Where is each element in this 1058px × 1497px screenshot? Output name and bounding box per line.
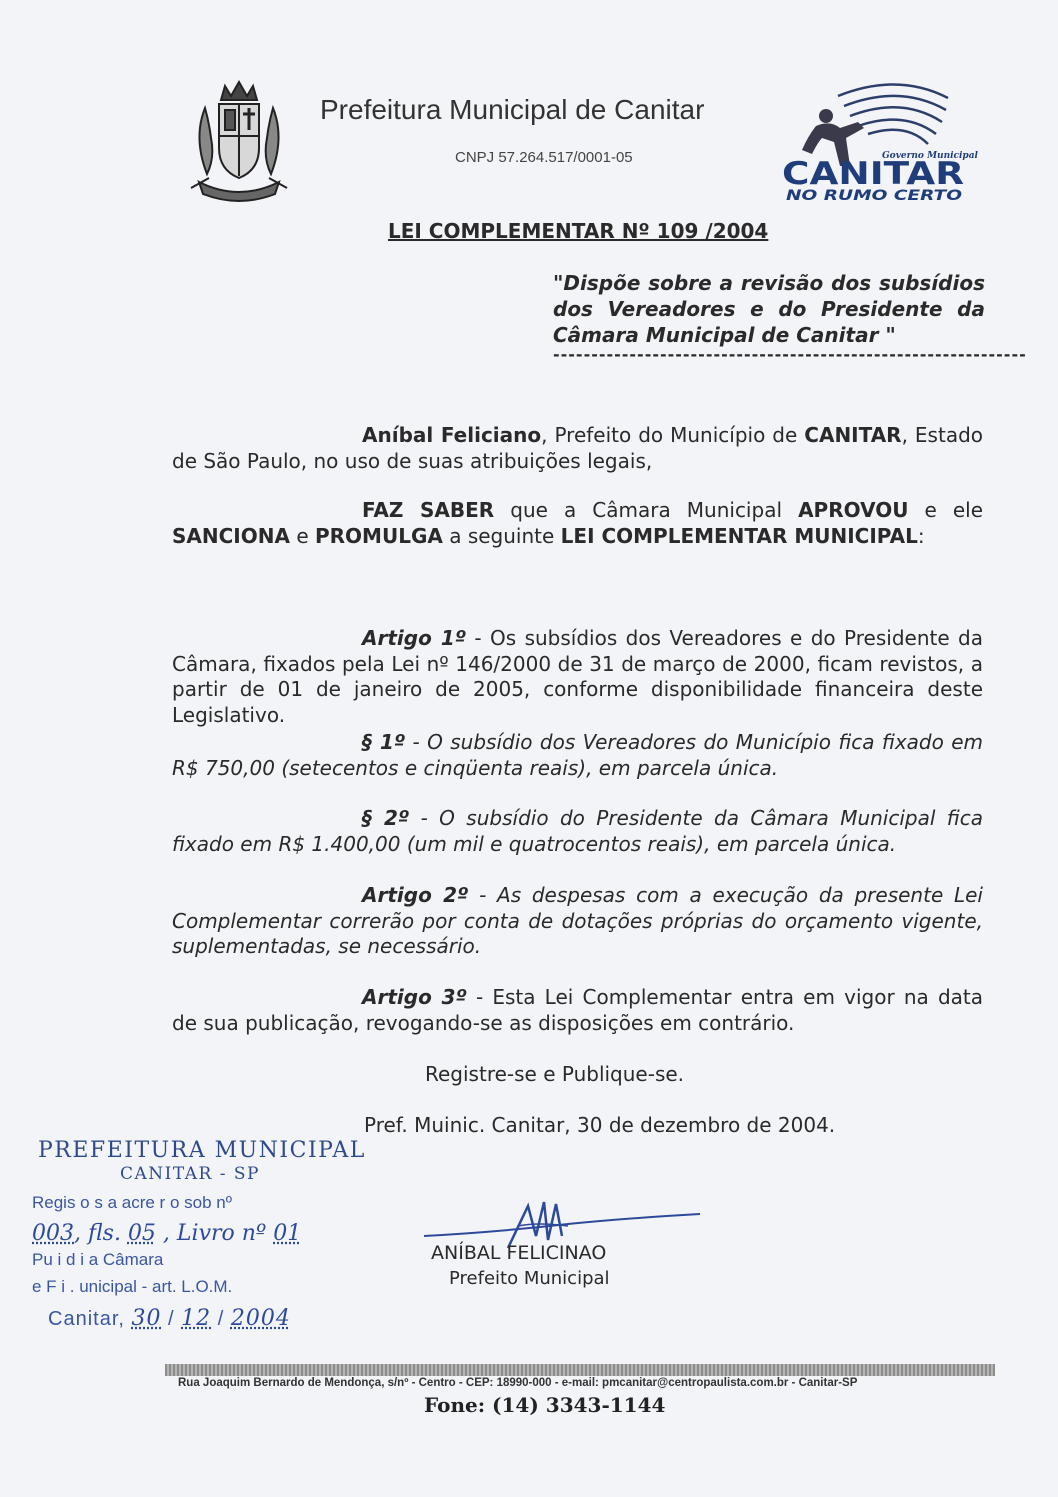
paragraph-2-text: - O subsídio do Presidente da Câmara Municipal fica fixado em R$ 1.400,00 (um mil e quatrocentos reais), em parcela única. (172, 806, 983, 856)
faz-saber: FAZ SABER (362, 498, 495, 522)
date-label: Canitar, (48, 1308, 132, 1330)
registration-number: 003 (32, 1221, 74, 1246)
stamp-date-line: Canitar, 30 / 12 / 2004 (48, 1306, 291, 1331)
summary-divider: -------------------------------------------------------------- (553, 345, 1027, 364)
article-1-label: Artigo 1º (362, 626, 467, 650)
signatory-name: ANÍBAL FELICINAO (431, 1242, 607, 1264)
intro-text: , Prefeito do Município de (541, 423, 805, 447)
stamp-city: CANITAR - SP (120, 1164, 260, 1184)
fls-number: 05 (127, 1221, 156, 1246)
livro-number: 01 (273, 1221, 302, 1246)
org-title: Prefeitura Municipal de Canitar (320, 94, 705, 125)
cnpj-number: CNPJ 57.264.517/0001-05 (455, 149, 633, 166)
paragraph-1-label: § 1º (362, 730, 406, 754)
paragraph-2-label: § 2º (362, 806, 410, 830)
intro-text-end: , Estado de São Paulo, no uso de suas atribuições legais, (172, 423, 984, 473)
footer-bar (165, 1364, 995, 1376)
registre-publique: Registre-se e Publique-se. (425, 1062, 685, 1086)
article-2-text: - As despesas com a execução da presente Lei Complementar correrão por conta de dotações próprias do orçamento vigente, suplementadas, se necessário. (172, 883, 983, 958)
proclamation-text: a seguinte (442, 523, 561, 548)
article-3-label: Artigo 3º (362, 985, 467, 1009)
municipal-coat-of-arms-icon (185, 78, 293, 202)
aprovou-word: APROVOU (798, 498, 909, 522)
proclamation-text: que a Câmara Municipal (494, 498, 799, 522)
place-date: Pref. Muinic. Canitar, 30 de dezembro de 2004. (364, 1113, 836, 1137)
archer-logo-icon (778, 76, 978, 206)
article-2-label: Artigo 2º (362, 883, 469, 907)
law-title: LEI COMPLEMENTAR Nº 109 /2004 (388, 219, 769, 243)
article-2 (172, 883, 983, 960)
paragraph-1 (172, 730, 983, 781)
stamp-line-3: Pu i d i a Câmara (32, 1250, 164, 1269)
city-name: CANITAR (804, 423, 902, 447)
fls-label: , fls. (74, 1221, 128, 1246)
law-type: LEI COMPLEMENTAR MUNICIPAL (560, 523, 918, 548)
footer-phone: Fone: (14) 3343-1144 (424, 1393, 666, 1417)
stamp-org: PREFEITURA MUNICIPAL (38, 1138, 366, 1163)
intro-paragraph (172, 423, 983, 474)
date-month: 12 (181, 1306, 212, 1331)
date-day: 30 (131, 1306, 162, 1331)
signatory-role: Prefeito Municipal (449, 1268, 610, 1289)
article-1-text: - Os subsídios dos Vereadores e do Presidente da Câmara, fixados pela Lei nº 146/2000 de 31 de março de 2000, ficam revistos, a partir de 01 de janeiro de 2005, conforme disponibilidade financeira deste Legislativo. (172, 626, 983, 727)
livro-label: , Livro nº (155, 1221, 274, 1246)
proclamation-text: e ele (908, 498, 984, 522)
promulga-word: PROMULGA (315, 523, 443, 548)
mayor-name: Aníbal Feliciano (362, 423, 542, 447)
stamp-registration-line (32, 1221, 301, 1246)
paragraph-1-text: - O subsídio dos Vereadores do Município fica fixado em R$ 750,00 (setecentos e cinqüenta reais), em parcela única. (172, 730, 983, 780)
paragraph-2 (172, 806, 983, 857)
article-3 (172, 985, 983, 1036)
proclamation-paragraph (172, 498, 983, 549)
article-1 (172, 626, 983, 728)
stamp-line-4: e F i . unicipal - art. L.O.M. (32, 1277, 233, 1296)
logo-name: CANITAR (782, 156, 965, 192)
logo-top-label: Governo Municipal (882, 151, 978, 161)
footer-address: Rua Joaquim Bernardo de Mendonça, s/nº - Centro - CEP: 18990-000 - e-mail: pmcanitar@centropaulista.com.br - Canitar-SP (178, 1377, 858, 1389)
proclamation-text: : (917, 523, 925, 548)
logo-slogan: NO RUMO CERTO (786, 188, 963, 204)
sanciona-word: SANCIONA (172, 523, 290, 548)
proclamation-text: e (289, 523, 315, 548)
stamp-line-1: Regis o s a acre r o sob nº (32, 1193, 232, 1212)
law-summary: "Dispõe sobre a revisão dos subsídios dos Vereadores e do Presidente da Câmara Municipal de Canitar " (553, 271, 985, 347)
date-year: 2004 (230, 1306, 291, 1331)
article-3-text: - Esta Lei Complementar entra em vigor na data de sua publicação, revogando-se as disposições em contrário. (172, 985, 983, 1035)
